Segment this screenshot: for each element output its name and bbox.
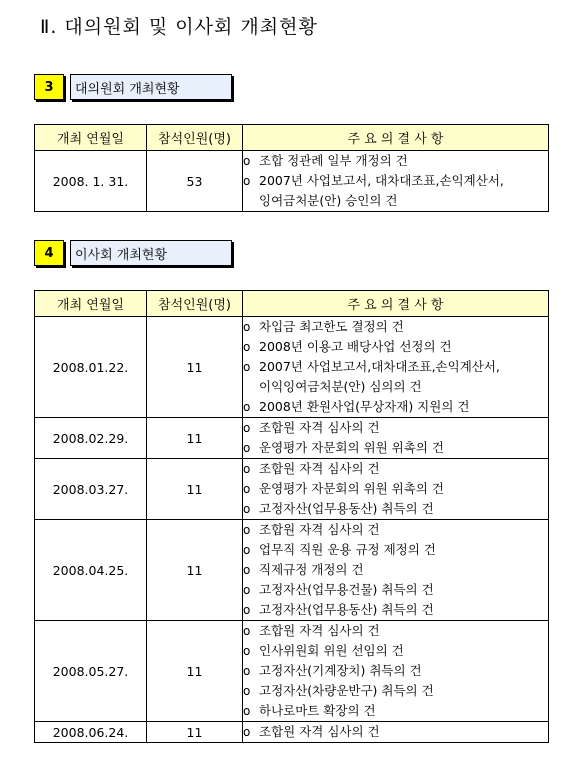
meeting-date: 2008.06.24.: [35, 722, 147, 743]
resolution-item: [243, 418, 548, 438]
table-row: [35, 520, 549, 621]
resolution-text-line: 고정자산(차량운반구) 취득의 건: [259, 683, 434, 698]
resolution-list: [243, 621, 549, 722]
resolution-item: [243, 171, 548, 211]
resolution-text-line: 조합원 자격 심사의 건: [259, 461, 380, 476]
meeting-date: 2008.03.27.: [35, 459, 147, 520]
resolution-item: [243, 438, 548, 458]
resolution-item: [243, 701, 548, 721]
resolution-list: [243, 520, 549, 621]
resolution-item: [243, 540, 548, 560]
resolution-text-line: 조합 정관례 일부 개정의 건: [259, 153, 408, 168]
section-4-header: [34, 240, 232, 266]
resolution-item: [243, 397, 548, 417]
resolution-text: [259, 722, 380, 742]
bullet-icon: o: [243, 462, 251, 476]
delegates-meeting-table: [34, 124, 549, 212]
resolution-text: [259, 317, 404, 337]
attendee-count: 11: [147, 459, 243, 520]
resolution-list: [243, 418, 549, 459]
section-4-title: 이사회 개최현황: [70, 240, 232, 266]
meeting-date: 2008.02.29.: [35, 418, 147, 459]
attendee-count: 11: [147, 317, 243, 418]
resolution-text: [259, 560, 364, 580]
table-row: [35, 317, 549, 418]
bullet-icon: o: [243, 523, 251, 537]
page-title: Ⅱ. 대의원회 및 이사회 개최현황: [40, 16, 318, 38]
resolution-list: [243, 722, 549, 743]
resolution-text: [259, 337, 452, 357]
resolution-text-line: 조합원 자격 심사의 건: [259, 623, 380, 638]
bullet-icon: o: [243, 563, 251, 577]
bullet-icon: o: [243, 543, 251, 557]
section-3-number: 3: [34, 74, 64, 100]
resolution-item: [243, 560, 548, 580]
attendee-count: 11: [147, 520, 243, 621]
bullet-icon: o: [243, 400, 251, 414]
resolution-text: [259, 459, 380, 479]
resolution-text-line: 고정자산(업무용동산) 취득의 건: [259, 602, 434, 617]
bullet-icon: o: [243, 583, 251, 597]
resolution-text: [259, 438, 444, 458]
header-date: 개최 연월일: [35, 291, 147, 317]
resolution-item: [243, 357, 548, 397]
resolution-item: [243, 580, 548, 600]
resolution-item: [243, 459, 548, 479]
bullet-icon: o: [243, 360, 251, 374]
table-row: [35, 459, 549, 520]
attendee-count: 11: [147, 418, 243, 459]
resolution-text-line: 조합원 자격 심사의 건: [259, 420, 380, 435]
meeting-date: 2008. 1. 31.: [35, 151, 147, 212]
resolution-item: [243, 661, 548, 681]
bullet-icon: o: [243, 603, 251, 617]
resolution-text-line: 운영평가 자문회의 위원 위촉의 건: [259, 440, 444, 455]
meeting-date: 2008.04.25.: [35, 520, 147, 621]
resolution-text: [259, 580, 434, 600]
resolution-item: [243, 641, 548, 661]
bullet-icon: o: [243, 725, 251, 739]
resolution-text-line: 2008년 환원사업(무상자재) 지원의 건: [259, 399, 470, 414]
table-row: [35, 722, 549, 743]
header-resolutions: 주 요 의 결 사 항: [243, 291, 549, 317]
header-attendees: 참석인원(명): [147, 125, 243, 151]
table-row: [35, 418, 549, 459]
bullet-icon: o: [243, 624, 251, 638]
resolution-text-line: 운영평가 자문회의 위원 위촉의 건: [259, 481, 444, 496]
table-header-row: [35, 125, 549, 151]
resolution-item: [243, 681, 548, 701]
section-3-title: 대의원회 개최현황: [70, 74, 232, 100]
attendee-count: 11: [147, 621, 243, 722]
table-header-row: [35, 291, 549, 317]
header-date: 개최 연월일: [35, 125, 147, 151]
board-meeting-table: [34, 290, 549, 743]
resolution-item: [243, 499, 548, 519]
resolution-text: [259, 520, 380, 540]
resolution-item: [243, 520, 548, 540]
delegates-meeting-rows: [35, 151, 549, 212]
resolution-item: [243, 479, 548, 499]
resolution-text: [259, 479, 444, 499]
board-meeting-rows: [35, 317, 549, 743]
resolution-item: [243, 337, 548, 357]
resolution-text: [259, 600, 434, 620]
resolution-text: [259, 357, 500, 397]
resolution-item: [243, 722, 548, 742]
bullet-icon: o: [243, 340, 251, 354]
resolution-text: [259, 701, 376, 721]
bullet-icon: o: [243, 174, 251, 188]
resolution-text: [259, 418, 380, 438]
resolution-text-line: 하나로마트 확장의 건: [259, 703, 376, 718]
bullet-icon: o: [243, 154, 251, 168]
resolution-text: [259, 397, 469, 417]
resolution-list: [243, 151, 549, 212]
meeting-date: 2008.05.27.: [35, 621, 147, 722]
resolution-text-line: 고정자산(업무용동산) 취득의 건: [259, 501, 434, 516]
resolution-text-line: 2008년 이용고 배당사업 선정의 건: [259, 339, 452, 354]
attendee-count: 11: [147, 722, 243, 743]
bullet-icon: o: [243, 441, 251, 455]
bullet-icon: o: [243, 644, 251, 658]
resolution-text: [259, 171, 504, 211]
meeting-date: 2008.01.22.: [35, 317, 147, 418]
resolution-text: [259, 661, 422, 681]
resolution-text-line: 조합원 자격 심사의 건: [259, 724, 380, 739]
resolution-list: [243, 459, 549, 520]
resolution-text-line: 잉여금처분(안) 승인의 건: [259, 193, 398, 208]
table-row: [35, 621, 549, 722]
resolution-text: [259, 641, 404, 661]
resolution-text-line: 2007년 사업보고서, 대차대조표,손익계산서,: [259, 173, 504, 188]
resolution-text-line: 고정자산(업무용건물) 취득의 건: [259, 582, 434, 597]
bullet-icon: o: [243, 421, 251, 435]
bullet-icon: o: [243, 684, 251, 698]
table-row: [35, 151, 549, 212]
resolution-item: [243, 600, 548, 620]
resolution-text-line: 업무직 직원 운용 규정 제정의 건: [259, 542, 436, 557]
resolution-text-line: 2007년 사업보고서,대차대조표,손익계산서,: [259, 359, 500, 374]
attendee-count: 53: [147, 151, 243, 212]
resolution-text-line: 고정자산(기계장치) 취득의 건: [259, 663, 422, 678]
resolution-item: [243, 621, 548, 641]
resolution-text: [259, 621, 380, 641]
bullet-icon: o: [243, 664, 251, 678]
resolution-item: [243, 151, 548, 171]
resolution-text: [259, 540, 436, 560]
resolution-list: [243, 317, 549, 418]
resolution-text: [259, 151, 408, 171]
bullet-icon: o: [243, 320, 251, 334]
resolution-item: [243, 317, 548, 337]
resolution-text: [259, 681, 434, 701]
resolution-text: [259, 499, 434, 519]
resolution-text-line: 직제규정 개정의 건: [259, 562, 364, 577]
section-3-header: [34, 74, 232, 100]
header-attendees: 참석인원(명): [147, 291, 243, 317]
resolution-text-line: 인사위원회 위원 선임의 건: [259, 643, 404, 658]
resolution-text-line: 이익잉여금처분(안) 심의의 건: [259, 379, 422, 394]
section-4-number: 4: [34, 240, 64, 266]
header-resolutions: 주 요 의 결 사 항: [243, 125, 549, 151]
bullet-icon: o: [243, 482, 251, 496]
resolution-text-line: 차입금 최고한도 결정의 건: [259, 319, 404, 334]
bullet-icon: o: [243, 704, 251, 718]
resolution-text-line: 조합원 자격 심사의 건: [259, 522, 380, 537]
bullet-icon: o: [243, 502, 251, 516]
